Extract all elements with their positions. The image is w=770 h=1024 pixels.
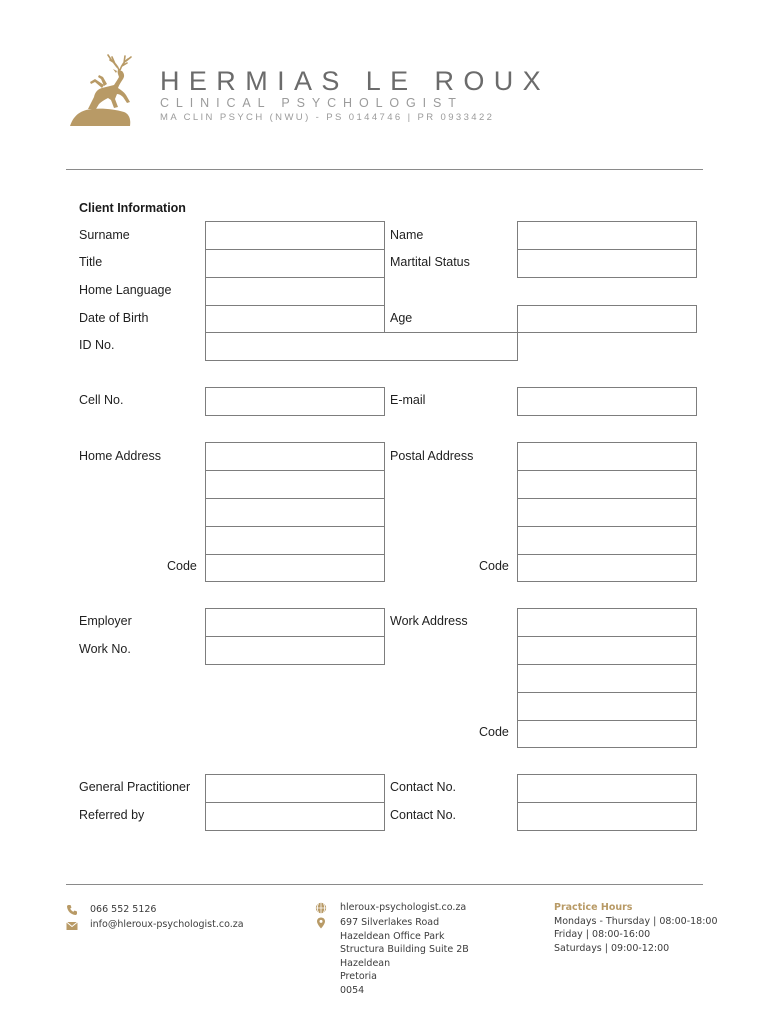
referrer-contact-field[interactable]	[517, 802, 697, 831]
home-address-line-2[interactable]	[205, 470, 385, 499]
address-line: Pretoria	[340, 971, 378, 982]
surname-label: Surname	[79, 228, 130, 242]
postal-address-line-4[interactable]	[517, 526, 697, 555]
id-no-field[interactable]	[205, 332, 518, 361]
practice-hours-title: Practice Hours	[554, 902, 633, 913]
home-code-field[interactable]	[205, 554, 385, 582]
practitioner-name: HERMIAS LE ROUX	[160, 66, 551, 96]
work-address-line-2[interactable]	[517, 636, 697, 665]
section-title: Client Information	[79, 201, 186, 215]
hours-line: Friday | 08:00-16:00	[554, 929, 651, 940]
envelope-icon	[66, 919, 78, 931]
title-label: Title	[79, 255, 103, 269]
home-address-line-3[interactable]	[205, 498, 385, 527]
address-line: Structura Building Suite 2B	[340, 944, 469, 955]
address-line: 0054	[340, 984, 365, 996]
marital-status-label: Martital Status	[390, 255, 470, 269]
cell-no-label: Cell No.	[79, 393, 124, 407]
work-address-line-3[interactable]	[517, 664, 697, 693]
email-field[interactable]	[517, 387, 697, 416]
age-field[interactable]	[517, 305, 697, 333]
work-address-line-1[interactable]	[517, 608, 697, 637]
footer-divider	[66, 884, 703, 885]
hours-line: Mondays - Thursday | 08:00-18:00	[554, 915, 718, 927]
work-no-field[interactable]	[205, 636, 385, 665]
marital-status-field[interactable]	[517, 249, 697, 278]
work-address-line-4[interactable]	[517, 692, 697, 721]
logo-stag-icon	[68, 52, 134, 128]
home-language-label: Home Language	[79, 283, 172, 297]
name-label: Name	[390, 228, 424, 242]
home-code-label: Code	[167, 559, 197, 573]
practitioner-title: CLINICAL PSYCHOLOGIST	[160, 96, 463, 110]
title-field[interactable]	[205, 249, 385, 278]
postal-address-line-2[interactable]	[517, 470, 697, 499]
postal-address-line-1[interactable]	[517, 442, 697, 471]
postal-address-label: Postal Address	[390, 449, 474, 463]
practitioner-credentials: MA CLIN PSYCH (NWU) - PS 0144746 | PR 0933422	[160, 112, 495, 123]
gp-contact-field[interactable]	[517, 774, 697, 803]
phone-icon	[66, 903, 78, 915]
map-pin-icon	[315, 916, 327, 928]
surname-field[interactable]	[205, 221, 385, 250]
home-address-line-1[interactable]	[205, 442, 385, 471]
header-divider	[66, 169, 703, 170]
hours-line: Saturdays | 09:00-12:00	[554, 942, 670, 954]
name-field[interactable]	[517, 221, 697, 250]
email-label: E-mail	[390, 393, 426, 407]
dob-field[interactable]	[205, 305, 385, 333]
address-line: Hazeldean	[340, 957, 391, 969]
work-code-label: Code	[479, 725, 509, 739]
id-no-label: ID No.	[79, 338, 115, 352]
gp-contact-label: Contact No.	[390, 780, 457, 794]
address-line: 697 Silverlakes Road	[340, 917, 440, 928]
work-no-label: Work No.	[79, 642, 131, 656]
footer-email[interactable]: info@hleroux-psychologist.co.za	[90, 919, 244, 930]
address-line: Hazeldean Office Park	[340, 930, 445, 942]
globe-icon	[315, 901, 327, 913]
work-address-label: Work Address	[390, 614, 468, 628]
postal-address-line-3[interactable]	[517, 498, 697, 527]
footer-website[interactable]: hleroux-psychologist.co.za	[340, 902, 467, 913]
referrer-contact-label: Contact No.	[390, 808, 457, 822]
home-language-field[interactable]	[205, 277, 385, 306]
footer-phone: 066 552 5126	[90, 904, 157, 915]
cell-no-field[interactable]	[205, 387, 385, 416]
dob-label: Date of Birth	[79, 311, 149, 325]
employer-field[interactable]	[205, 608, 385, 637]
footer-address	[340, 916, 469, 997]
home-address-line-4[interactable]	[205, 526, 385, 555]
practice-hours	[554, 901, 718, 955]
referred-by-label: Referred by	[79, 808, 145, 822]
gp-label: General Practitioner	[79, 780, 191, 794]
employer-label: Employer	[79, 614, 132, 628]
home-address-label: Home Address	[79, 449, 161, 463]
age-label: Age	[390, 311, 413, 325]
gp-field[interactable]	[205, 774, 385, 803]
referred-by-field[interactable]	[205, 802, 385, 831]
postal-code-field[interactable]	[517, 554, 697, 582]
work-code-field[interactable]	[517, 720, 697, 748]
postal-code-label: Code	[479, 559, 509, 573]
